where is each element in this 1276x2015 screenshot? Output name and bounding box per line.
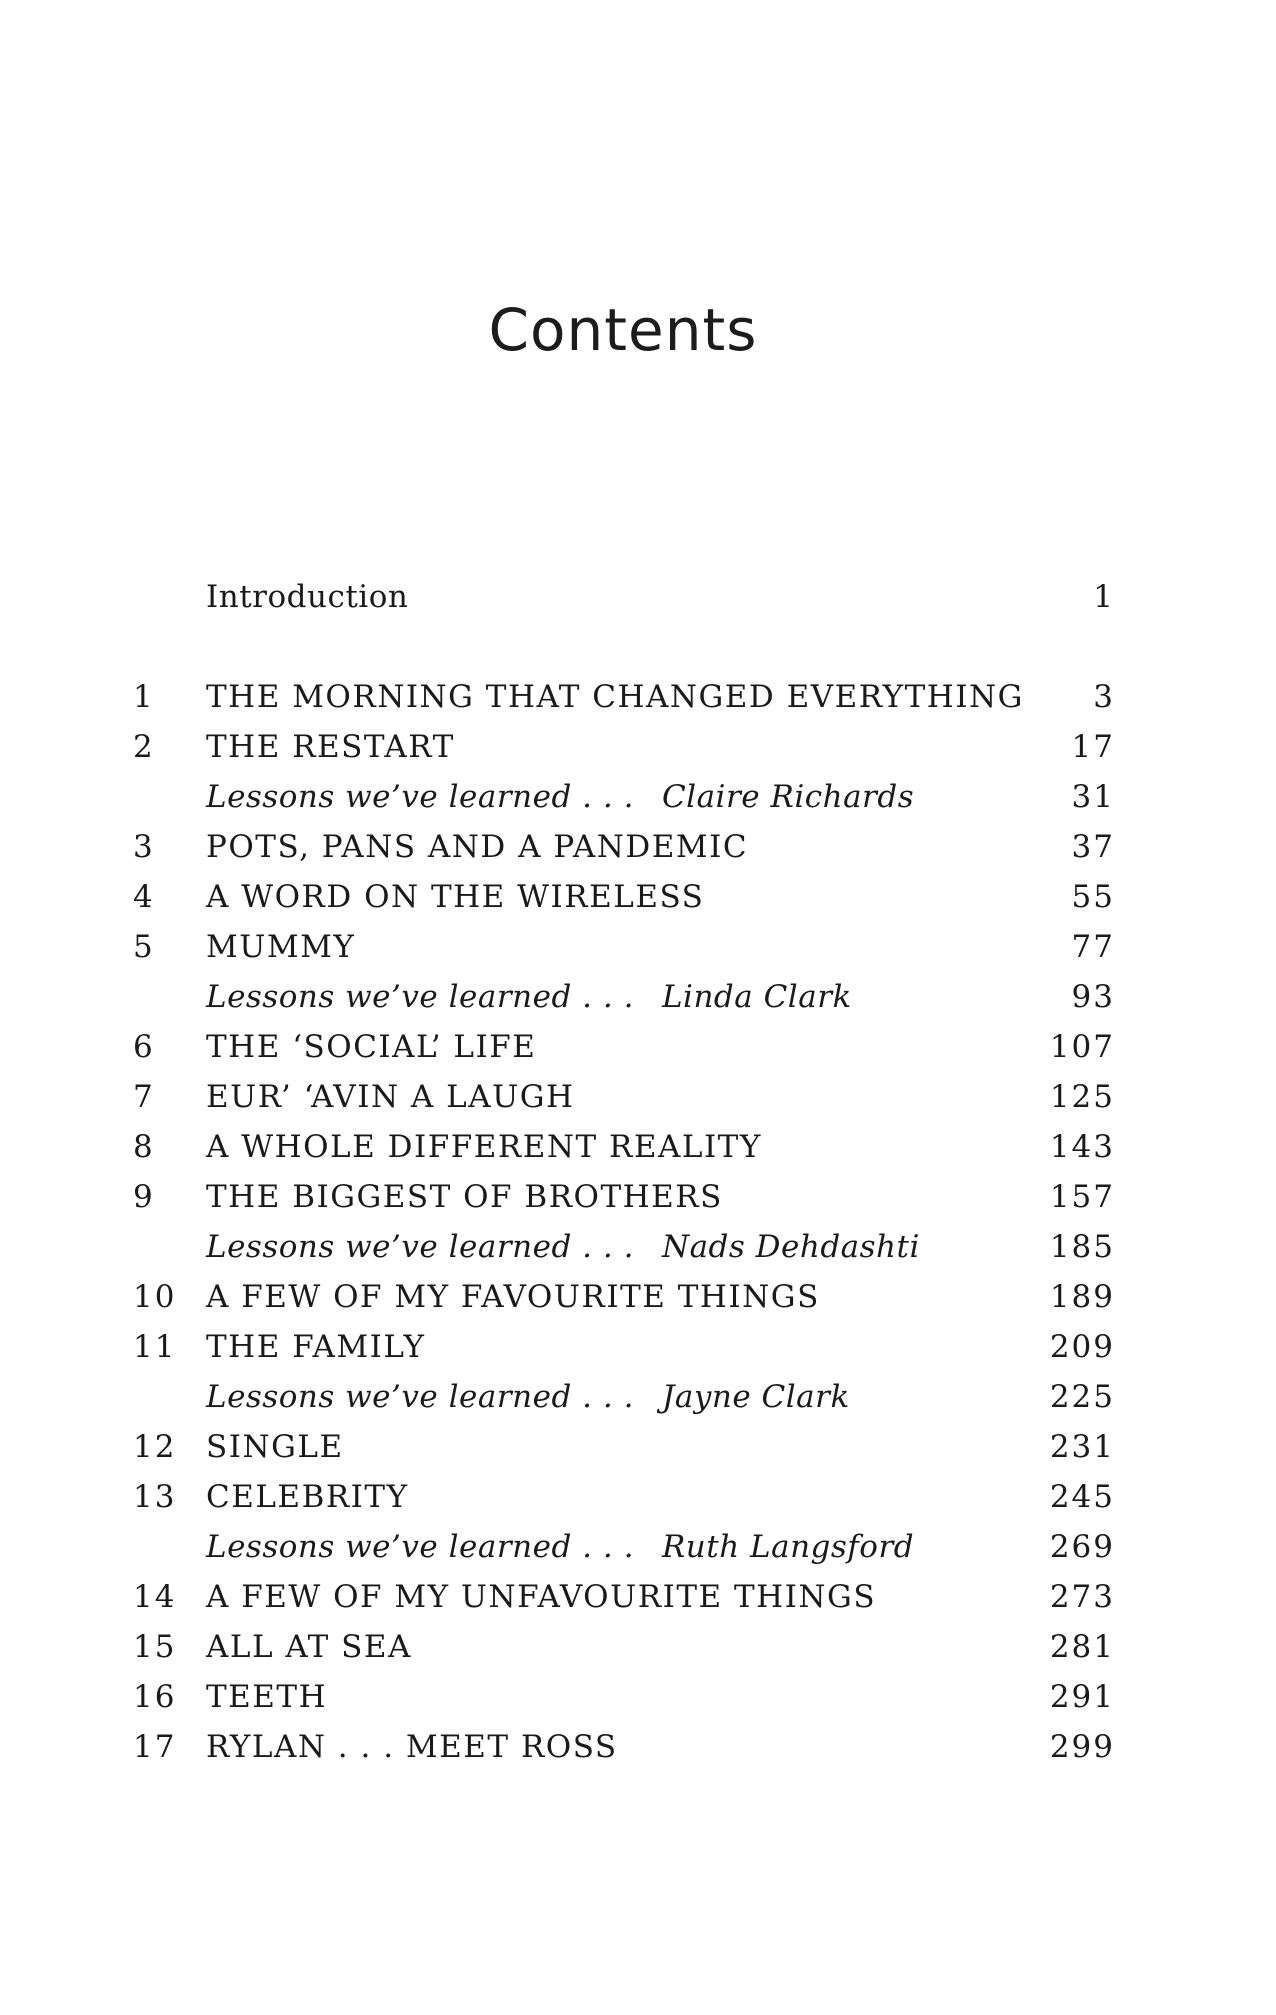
toc-chapter-entry bbox=[0, 1122, 1276, 1172]
page-number: 143 bbox=[1049, 1129, 1115, 1165]
chapter-title: THE MORNING THAT CHANGED EVERYTHING bbox=[206, 679, 1024, 715]
chapter-title: MUMMY bbox=[206, 929, 356, 965]
chapter-title: THE RESTART bbox=[206, 729, 455, 765]
toc-chapter-entry bbox=[0, 822, 1276, 872]
toc-chapter-entry bbox=[0, 1422, 1276, 1472]
toc-lesson-entry bbox=[0, 1372, 1276, 1422]
page-number: 225 bbox=[1049, 1379, 1115, 1415]
lesson-title bbox=[206, 1222, 920, 1272]
page-number: 77 bbox=[1071, 929, 1115, 965]
chapter-title: RYLAN . . . MEET ROSS bbox=[206, 1729, 618, 1765]
page-number: 107 bbox=[1049, 1029, 1115, 1065]
page-number: 189 bbox=[1049, 1279, 1115, 1315]
toc-lesson-entry bbox=[0, 1222, 1276, 1272]
chapter-number: 10 bbox=[133, 1279, 177, 1315]
chapter-number: 6 bbox=[133, 1029, 155, 1065]
page-number: 3 bbox=[1093, 679, 1115, 715]
page-number: 125 bbox=[1049, 1079, 1115, 1115]
toc-chapter-entry bbox=[0, 1722, 1276, 1772]
lesson-author: Ruth Langsford bbox=[661, 1529, 915, 1565]
lesson-author: Claire Richards bbox=[661, 779, 915, 815]
lesson-label: Lessons we’ve learned . . . bbox=[206, 779, 634, 815]
toc-chapter-entry bbox=[0, 1322, 1276, 1372]
lesson-title bbox=[206, 772, 914, 822]
chapter-number: 8 bbox=[133, 1129, 155, 1165]
page-number: 299 bbox=[1049, 1729, 1115, 1765]
lesson-author: Linda Clark bbox=[661, 979, 852, 1015]
page-number: 55 bbox=[1071, 879, 1115, 915]
chapter-number: 17 bbox=[133, 1729, 177, 1765]
chapter-number: 16 bbox=[133, 1679, 177, 1715]
chapter-number: 2 bbox=[133, 729, 155, 765]
page-title: Contents bbox=[488, 296, 758, 364]
chapter-title: ALL AT SEA bbox=[206, 1629, 412, 1665]
lesson-author: Nads Dehdashti bbox=[661, 1229, 920, 1265]
toc-chapter-entry bbox=[0, 1622, 1276, 1672]
introduction-title: Introduction bbox=[206, 579, 409, 615]
lesson-label: Lessons we’ve learned . . . bbox=[206, 979, 634, 1015]
toc-chapter-entry bbox=[0, 672, 1276, 722]
toc-lesson-entry bbox=[0, 772, 1276, 822]
page-number: 281 bbox=[1049, 1629, 1115, 1665]
page-number: 37 bbox=[1071, 829, 1115, 865]
page-number: 157 bbox=[1049, 1179, 1115, 1215]
page-number: 269 bbox=[1049, 1529, 1115, 1565]
toc-intro-entry bbox=[0, 572, 1276, 672]
page-number: 273 bbox=[1049, 1579, 1115, 1615]
toc-chapter-entry bbox=[0, 922, 1276, 972]
page-number: 31 bbox=[1071, 779, 1115, 815]
toc-chapter-entry bbox=[0, 1172, 1276, 1222]
toc-chapter-entry bbox=[0, 872, 1276, 922]
chapter-title: THE ‘SOCIAL’ LIFE bbox=[206, 1029, 537, 1065]
toc-chapter-entry bbox=[0, 1022, 1276, 1072]
chapter-title: A WHOLE DIFFERENT REALITY bbox=[206, 1129, 762, 1165]
page-number: 185 bbox=[1049, 1229, 1115, 1265]
chapter-number: 12 bbox=[133, 1429, 177, 1465]
toc-lesson-entry bbox=[0, 1522, 1276, 1572]
page-number: 231 bbox=[1049, 1429, 1115, 1465]
chapter-number: 11 bbox=[133, 1329, 177, 1365]
toc-chapter-entry bbox=[0, 1572, 1276, 1622]
lesson-author: Jayne Clark bbox=[661, 1379, 850, 1415]
chapter-title: CELEBRITY bbox=[206, 1479, 409, 1515]
page-number: 291 bbox=[1049, 1679, 1115, 1715]
toc-lesson-entry bbox=[0, 972, 1276, 1022]
chapter-title: THE BIGGEST OF BROTHERS bbox=[206, 1179, 723, 1215]
toc-chapter-entry bbox=[0, 1472, 1276, 1522]
page-number: 209 bbox=[1049, 1329, 1115, 1365]
page-number: 93 bbox=[1071, 979, 1115, 1015]
chapter-title: A WORD ON THE WIRELESS bbox=[206, 879, 705, 915]
chapter-title: A FEW OF MY UNFAVOURITE THINGS bbox=[206, 1579, 877, 1615]
chapter-title: POTS, PANS AND A PANDEMIC bbox=[206, 829, 749, 865]
page-number: 1 bbox=[1093, 579, 1115, 615]
toc-chapter-entry bbox=[0, 1672, 1276, 1722]
lesson-title bbox=[206, 972, 852, 1022]
chapter-number: 15 bbox=[133, 1629, 177, 1665]
toc-chapter-entry bbox=[0, 1072, 1276, 1122]
chapter-title: SINGLE bbox=[206, 1429, 344, 1465]
chapter-number: 13 bbox=[133, 1479, 177, 1515]
toc-chapter-entry bbox=[0, 722, 1276, 772]
chapter-number: 3 bbox=[133, 829, 155, 865]
chapter-title: EUR’ ‘AVIN A LAUGH bbox=[206, 1079, 575, 1115]
chapter-title: A FEW OF MY FAVOURITE THINGS bbox=[206, 1279, 820, 1315]
lesson-title bbox=[206, 1522, 914, 1572]
table-of-contents bbox=[0, 572, 1276, 1772]
chapter-number: 9 bbox=[133, 1179, 155, 1215]
chapter-number: 1 bbox=[133, 679, 155, 715]
lesson-label: Lessons we’ve learned . . . bbox=[206, 1529, 634, 1565]
lesson-label: Lessons we’ve learned . . . bbox=[206, 1229, 634, 1265]
chapter-title: TEETH bbox=[206, 1679, 328, 1715]
lesson-label: Lessons we’ve learned . . . bbox=[206, 1379, 634, 1415]
chapter-number: 14 bbox=[133, 1579, 177, 1615]
toc-chapter-entry bbox=[0, 1272, 1276, 1322]
chapter-number: 5 bbox=[133, 929, 155, 965]
chapter-number: 4 bbox=[133, 879, 155, 915]
lesson-title bbox=[206, 1372, 850, 1422]
chapter-number: 7 bbox=[133, 1079, 155, 1115]
page-number: 245 bbox=[1049, 1479, 1115, 1515]
chapter-title: THE FAMILY bbox=[206, 1329, 426, 1365]
page-number: 17 bbox=[1071, 729, 1115, 765]
